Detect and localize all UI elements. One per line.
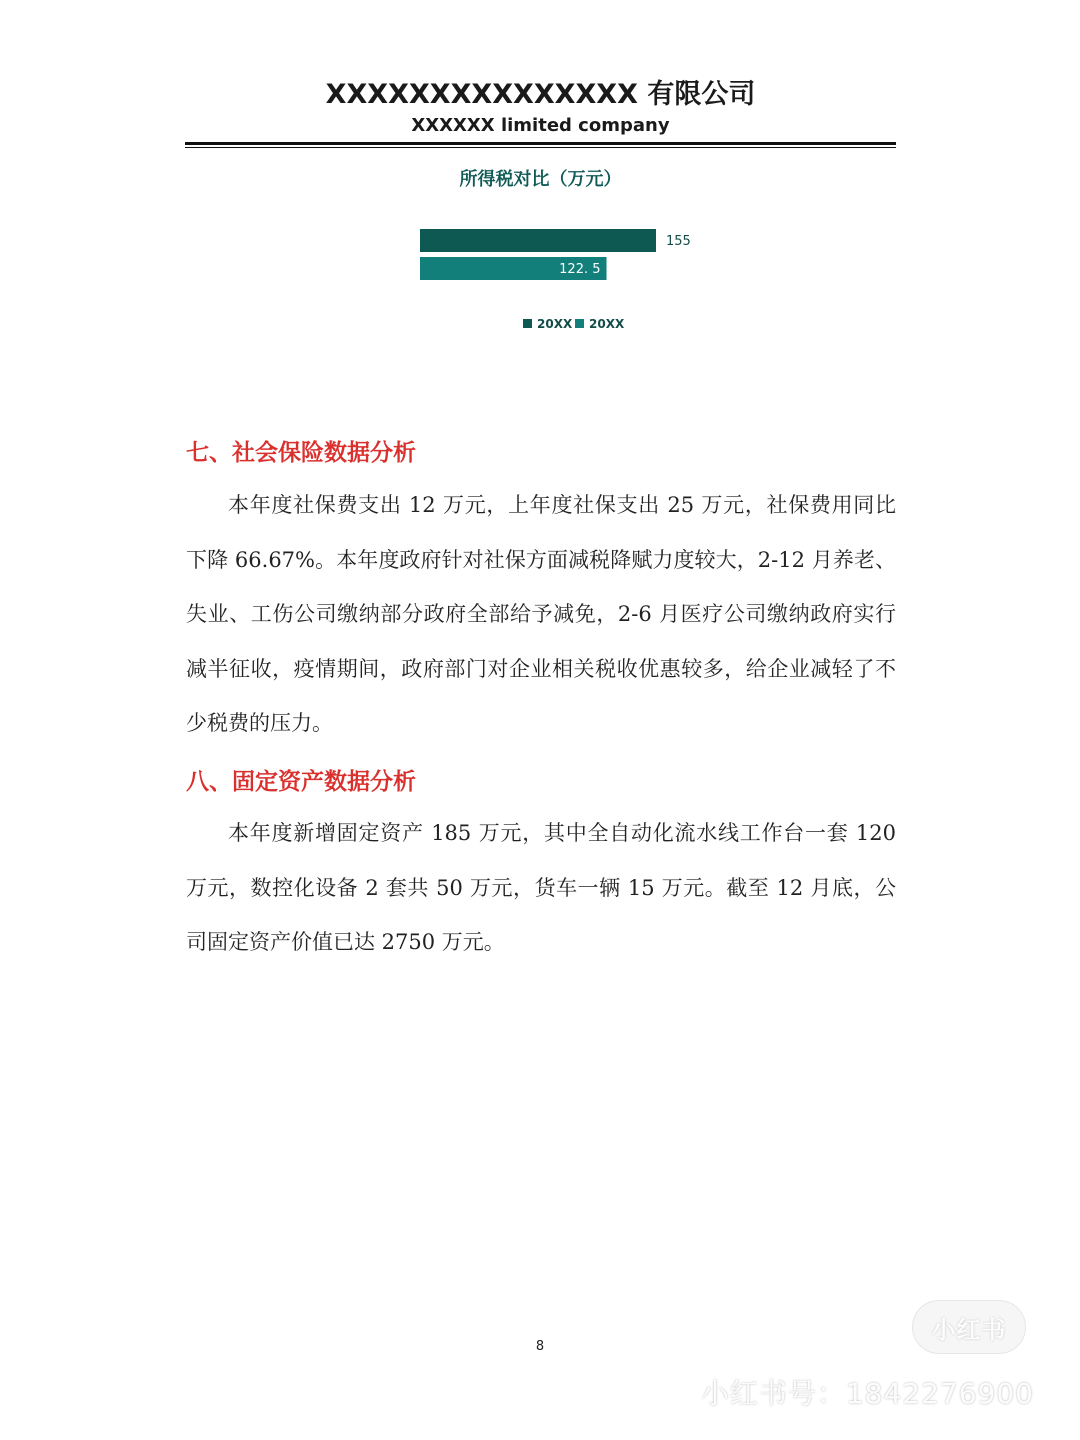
data-label-series-1: 155 [666, 234, 691, 249]
chart-title: 所得税对比（万元） [459, 169, 622, 190]
section-heading-fixed-assets: 八、固定资产数据分析 [186, 768, 416, 795]
header-rule-thick [185, 142, 896, 145]
bar-series-1 [420, 229, 656, 252]
legend-label-1: 20XX [537, 317, 573, 331]
page-number: 8 [535, 1339, 545, 1354]
legend-swatch-1 [523, 319, 532, 328]
data-label-series-2: 122. 5 [559, 262, 601, 277]
section-heading-social-insurance: 七、社会保险数据分析 [186, 439, 416, 466]
watermark-logo [912, 1300, 1026, 1354]
legend-label-2: 20XX [589, 317, 625, 331]
paragraph-social-insurance: 本年度社保费支出 12 万元，上年度社保支出 25 万元，社保费用同比下降 66.67%。本年度政府针对社保方面减税降赋力度较大，2-12 月养老、失业、工伤公司缴纳部分政府全部给予减免，2-6 月医疗公司缴纳政府实行减半征收，疫情期间，政府部门对企业相关税收优惠较多，给企业减轻了不少税费的压力。 [186, 493, 896, 736]
chart-canvas [185, 160, 896, 360]
watermark-id-text: 小红书号：1842276900 [700, 1377, 1034, 1410]
watermark-logo-text: 小红书 [931, 1315, 1007, 1344]
header-rule-thin [185, 147, 896, 148]
company-subtitle: XXXXXX limited company [411, 115, 670, 136]
paragraph-fixed-assets: 本年度新增固定资产 185 万元，其中全自动化流水线工作台一套 120 万元，数控化设备 2 套共 50 万元，货车一辆 15 万元。截至 12 月底，公司固定资产价值已达 2750 万元。 [186, 821, 896, 955]
company-title: XXXXXXXXXXXXXXX 有限公司 [325, 79, 756, 110]
legend-swatch-2 [575, 319, 584, 328]
income-tax-chart [185, 160, 896, 360]
